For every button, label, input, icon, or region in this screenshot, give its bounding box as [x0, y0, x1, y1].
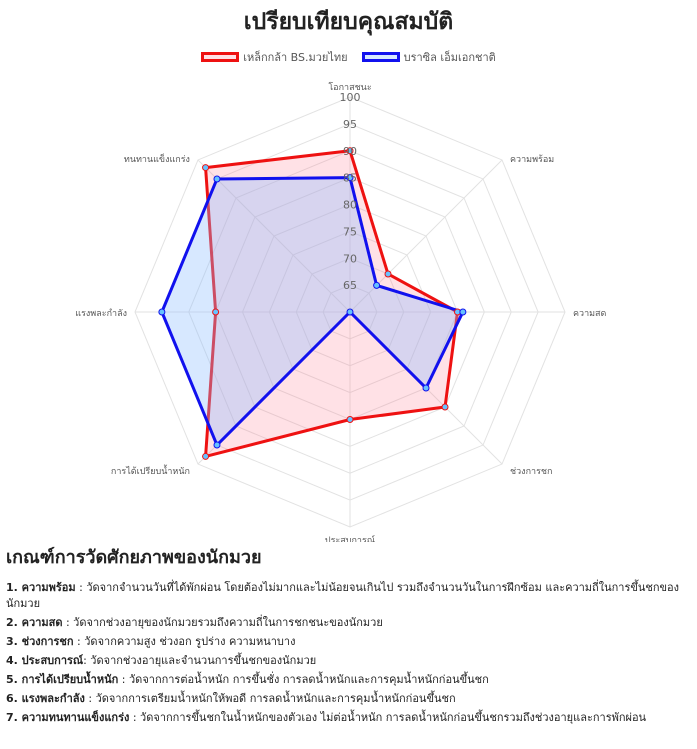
series-2-point: [460, 309, 466, 315]
criteria-item-text: : วัดจากจำนวนวันที่ได้พักผ่อน โดยต้องไม่มากและไม่น้อยจนเกินไป รวมถึงจำนวนวันในการฝึกซ้อม และความถี่ในการขึ้นชกของนักมวย: [6, 581, 680, 610]
radial-tick-label: 100: [339, 91, 361, 104]
criteria-item-label: 4. ประสบการณ์: [6, 653, 84, 667]
axis-label: ความพร้อม: [510, 154, 555, 165]
series-1-point: [213, 309, 219, 315]
radar-chart: [0, 62, 697, 542]
criteria-item-text: : วัดจากช่วงอายุและจำนวนการขึ้นชกของนักมวย: [83, 653, 317, 667]
axis-label: ทนทานแข็งแกร่ง: [123, 154, 190, 165]
series-1-point: [385, 271, 391, 277]
series-2-point: [423, 385, 429, 391]
axis-label: แรงพละกำลัง: [75, 309, 127, 319]
criteria-item: [6, 653, 692, 669]
axis-label: การได้เปรียบน้ำหนัก: [110, 467, 190, 478]
radial-tick-label: 95: [343, 117, 357, 131]
page-title: เปรียบเทียบคุณสมบัติ: [243, 9, 454, 35]
criteria-item-text: : วัดจากความสูง ช่วงอก รูปร่าง ความหนาบาง: [73, 634, 296, 648]
criteria-item: [6, 691, 692, 707]
criteria-item-label: 5. การได้เปรียบน้ำหนัก: [6, 672, 119, 686]
axis-label: ความสด: [573, 309, 607, 319]
legend-swatch-series-1: [201, 52, 239, 62]
criteria-item-text: : วัดจากการต่อน้ำหนัก การขึ้นชั่ง การลดน้ำหนักและการคุมน้ำหนักก่อนขึ้นชก: [118, 672, 489, 686]
radial-tick-label: 70: [343, 252, 357, 266]
series-2-point: [374, 282, 380, 288]
criteria-item: [6, 634, 692, 650]
radial-tick-label: 80: [343, 198, 357, 212]
criteria-item-label: 6. แรงพละกำลัง: [6, 691, 85, 705]
legend-label-series-1: เหล็กกล้า BS.มวยไทย: [243, 51, 348, 64]
series-2-point: [214, 176, 220, 182]
criteria-item: [6, 710, 692, 726]
criteria-item-label: 2. ความสด: [6, 615, 63, 629]
radial-tick-label: 65: [343, 279, 357, 293]
legend-label-series-2: บราซิล เอ็มเอกชาติ: [403, 51, 496, 64]
radial-tick-label: 90: [343, 144, 357, 158]
criteria-item: [6, 672, 692, 688]
criteria-item: [6, 615, 692, 631]
criteria-item-label: 7. ความทนทานแข็งแกร่ง: [6, 710, 130, 724]
series-1-point: [203, 453, 209, 459]
axis-label: ช่วงการชก: [510, 467, 553, 478]
radial-tick-label: 85: [343, 171, 357, 185]
criteria-heading: เกณฑ์การวัดศักยภาพของนักมวย: [6, 547, 262, 568]
series-2-point: [214, 442, 220, 448]
axis-label: ประสบการณ์: [324, 536, 376, 542]
criteria-item-text: : วัดจากช่วงอายุของนักมวยรวมถึงความถี่ในการชกชนะของนักมวย: [62, 615, 383, 629]
series-2-point: [159, 309, 165, 315]
axis-label: โอกาสชนะ: [328, 83, 372, 93]
criteria-item-label: 1. ความพร้อม: [6, 581, 76, 594]
criteria-item-text: : วัดจากการขึ้นชกในน้ำหนักของตัวเอง ไม่ต่อน้ำหนัก การลดน้ำหนักก่อนขึ้นชกรวมถึงช่วงอายุและการพักผ่อน: [129, 710, 647, 724]
criteria-section: [6, 542, 692, 729]
series-1-point: [442, 404, 448, 410]
series-1-point: [347, 417, 353, 423]
series-2-point: [347, 309, 353, 315]
series-1-point: [203, 165, 209, 171]
criteria-item-text: : วัดจากการเตรียมน้ำหนักให้พอดี การลดน้ำหนักและการคุมน้ำหนักก่อนขึ้นชก: [84, 691, 456, 705]
criteria-item-label: 3. ช่วงการชก: [6, 634, 74, 648]
radial-tick-label: 75: [343, 225, 357, 239]
legend-swatch-series-2: [362, 52, 400, 62]
criteria-item: [6, 580, 692, 611]
